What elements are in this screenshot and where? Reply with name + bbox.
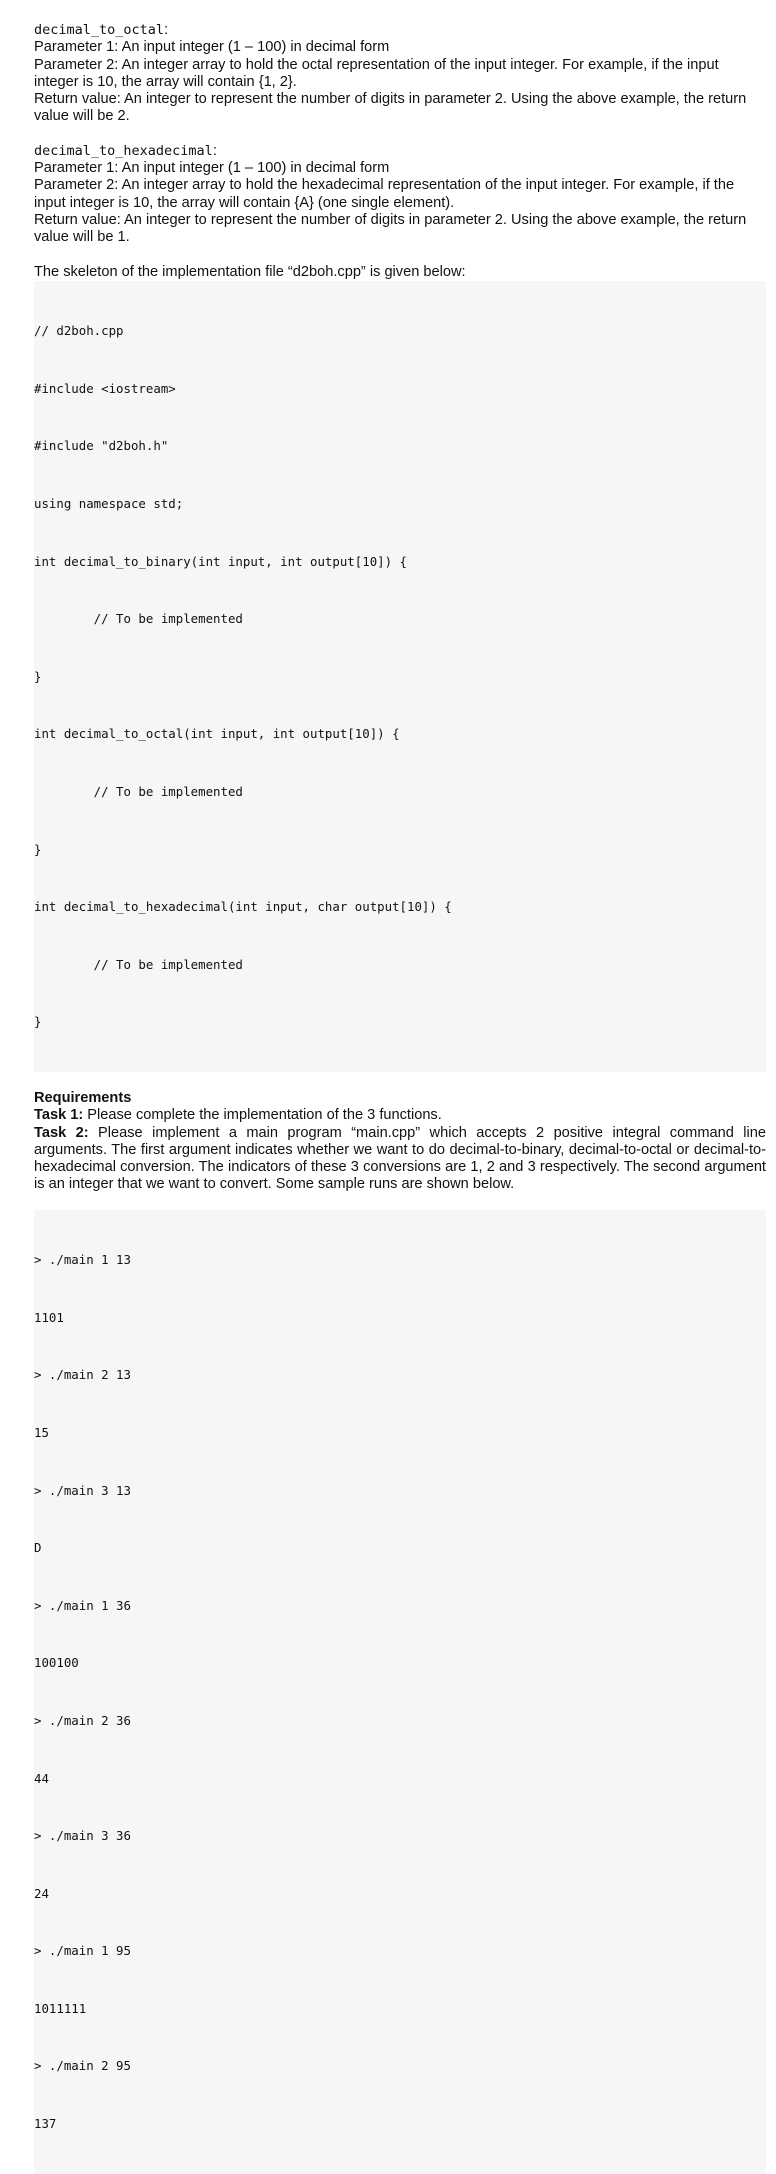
sample-line: > ./main 3 13 bbox=[34, 1482, 131, 1498]
task-1-text: Please complete the implementation of the 3 functions. bbox=[83, 1107, 442, 1124]
sample-line: > ./main 2 13 bbox=[34, 1367, 131, 1383]
octal-function-title: decimal_to_octal: bbox=[34, 22, 169, 38]
sample-line: > ./main 2 36 bbox=[34, 1712, 131, 1728]
code-line: // To be implemented bbox=[34, 784, 243, 800]
code-line: // To be implemented bbox=[34, 611, 243, 627]
task-1-label: Task 1: bbox=[34, 1107, 84, 1124]
hex-param-2: Parameter 2: An integer array to hold the hexadecimal representation of the input integer. For example, if the input integer is 10, the array will contain {A} (one single element). bbox=[34, 177, 735, 211]
hex-function-name: decimal_to_hexadecimal bbox=[34, 142, 213, 159]
code-line: int decimal_to_binary(int input, int output[10]) { bbox=[34, 553, 407, 569]
octal-return-value: Return value: An integer to represent the number of digits in parameter 2. Using the above example, the return value will be 2. bbox=[34, 91, 747, 125]
hex-function-section bbox=[34, 143, 766, 247]
sample-line: D bbox=[34, 1540, 42, 1556]
task-2 bbox=[34, 1125, 766, 1194]
sample-runs-block bbox=[34, 1210, 766, 2174]
octal-function-name: decimal_to_octal bbox=[34, 22, 165, 38]
requirements-heading: Requirements bbox=[34, 1089, 132, 1106]
document-page bbox=[34, 22, 766, 2174]
sample-line: 15 bbox=[34, 1424, 49, 1440]
code-line: // d2boh.cpp bbox=[34, 323, 124, 339]
code-line: } bbox=[34, 841, 42, 857]
sample-line: 1101 bbox=[34, 1309, 64, 1325]
code-line: } bbox=[34, 668, 42, 684]
code-line: } bbox=[34, 1014, 42, 1030]
sample-line: > ./main 3 36 bbox=[34, 1828, 131, 1844]
hex-return-value: Return value: An integer to represent the number of digits in parameter 2. Using the above example, the return value will be 1. bbox=[34, 211, 747, 246]
sample-line: > ./main 2 95 bbox=[34, 2058, 131, 2074]
sample-line: > ./main 1 95 bbox=[34, 1943, 131, 1959]
hex-function-title: decimal_to_hexadecimal: bbox=[34, 142, 217, 159]
spacer bbox=[34, 247, 766, 264]
spacer bbox=[34, 126, 766, 143]
skeleton-intro: The skeleton of the implementation file “d2boh.cpp” is given below: bbox=[34, 263, 466, 280]
sample-line: > ./main 1 13 bbox=[34, 1252, 131, 1268]
task-2-label: Task 2: bbox=[34, 1124, 89, 1141]
spacer bbox=[34, 1072, 766, 1090]
code-line: #include "d2boh.h" bbox=[34, 438, 169, 454]
code-line: #include <iostream> bbox=[34, 380, 176, 396]
sample-line: 1011111 bbox=[34, 2000, 87, 2016]
requirements-section bbox=[34, 1090, 766, 1194]
task-1 bbox=[34, 1107, 766, 1124]
code-line: using namespace std; bbox=[34, 496, 184, 512]
code-line: int decimal_to_octal(int input, int output[10]) { bbox=[34, 726, 400, 742]
hex-param-1: Parameter 1: An input integer (1 – 100) in decimal form bbox=[34, 160, 390, 177]
octal-param-2: Parameter 2: An integer array to hold the octal representation of the input integer. For example, if the input integer is 10, the array will contain {1, 2}. bbox=[34, 56, 719, 90]
sample-line: > ./main 1 36 bbox=[34, 1597, 131, 1613]
task-2-text: Please implement a main program “main.cpp” which accepts 2 positive integral command line arguments. The first argument indicates whether we want to do decimal-to-binary, decimal-to-octal or decimal-to-hexadecimal conversion. The indicators of these 3 conversions are 1, 2 and 3 respectively. The second argument is an integer that we want to convert. Some sample runs are shown below. bbox=[34, 1124, 766, 1193]
sample-line: 44 bbox=[34, 1770, 49, 1786]
octal-param-1: Parameter 1: An input integer (1 – 100) in decimal form bbox=[34, 39, 390, 56]
code-line: int decimal_to_hexadecimal(int input, char output[10]) { bbox=[34, 899, 452, 915]
sample-line: 137 bbox=[34, 2116, 57, 2132]
sample-line: 100100 bbox=[34, 1655, 79, 1671]
sample-line: 24 bbox=[34, 1885, 49, 1901]
octal-function-section bbox=[34, 22, 766, 126]
code-line: // To be implemented bbox=[34, 956, 243, 972]
skeleton-code-block bbox=[34, 281, 766, 1072]
